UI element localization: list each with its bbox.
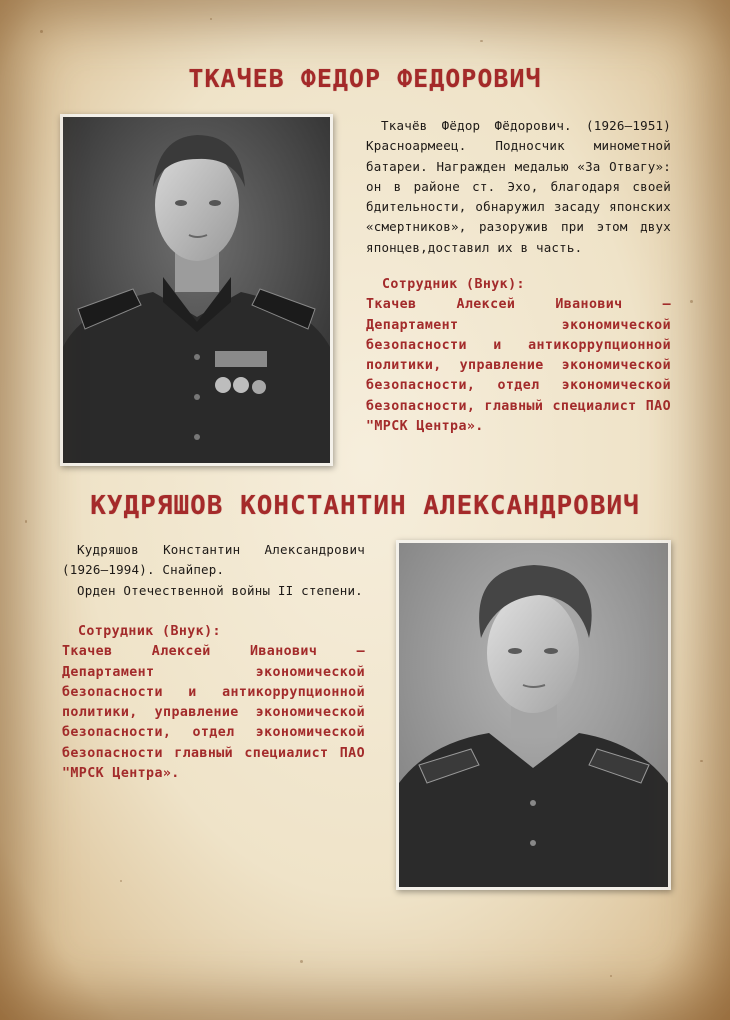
bio-paragraph: Кудряшов Константин Александрович (1926–1994). Снайпер. [62, 542, 365, 578]
employee-block-tkachev [366, 275, 671, 437]
name-title-tkachev: ТКАЧЕВ ФЕДОР ФЕДОРОВИЧ [188, 64, 542, 93]
award-paragraph: Орден Отечественной войны II степени. [77, 582, 363, 598]
bio-text-tkachev [366, 116, 671, 258]
portrait-photo-tkachev [60, 114, 333, 466]
employee-info: Ткачев Алексей Иванович – Департамент экономической безопасности и антикоррупционной политики, управление экономической безопасности, отдел экономической безопасности, главный специалист ПАО "МРСК Центра». [366, 297, 671, 435]
portrait-photo-kudryashov [396, 540, 671, 890]
employee-label: Сотрудник (Внук): [382, 277, 525, 292]
bio-text-kudryashov [62, 540, 365, 601]
employee-info: Ткачев Алексей Иванович – Департамент экономической безопасности и антикоррупционной политики, управление экономической безопасности, отдел экономической безопасности главный специалист ПАО "МРСК Центра». [62, 644, 365, 782]
bio-paragraph: Ткачёв Фёдор Фёдорович. (1926–1951) Красноармеец. Подносчик минометной батареи. Награжден медалью «За Отвагу»: он в районе ст. Эхо, благодаря своей бдительности, обнаружил засаду японских «смертников», разоружив при этом двух японцев,доставил их в часть. [366, 118, 671, 255]
employee-label: Сотрудник (Внук): [78, 624, 221, 639]
employee-block-kudryashov [62, 622, 365, 784]
name-title-kudryashov: КУДРЯШОВ КОНСТАНТИН АЛЕКСАНДРОВИЧ [90, 491, 640, 521]
